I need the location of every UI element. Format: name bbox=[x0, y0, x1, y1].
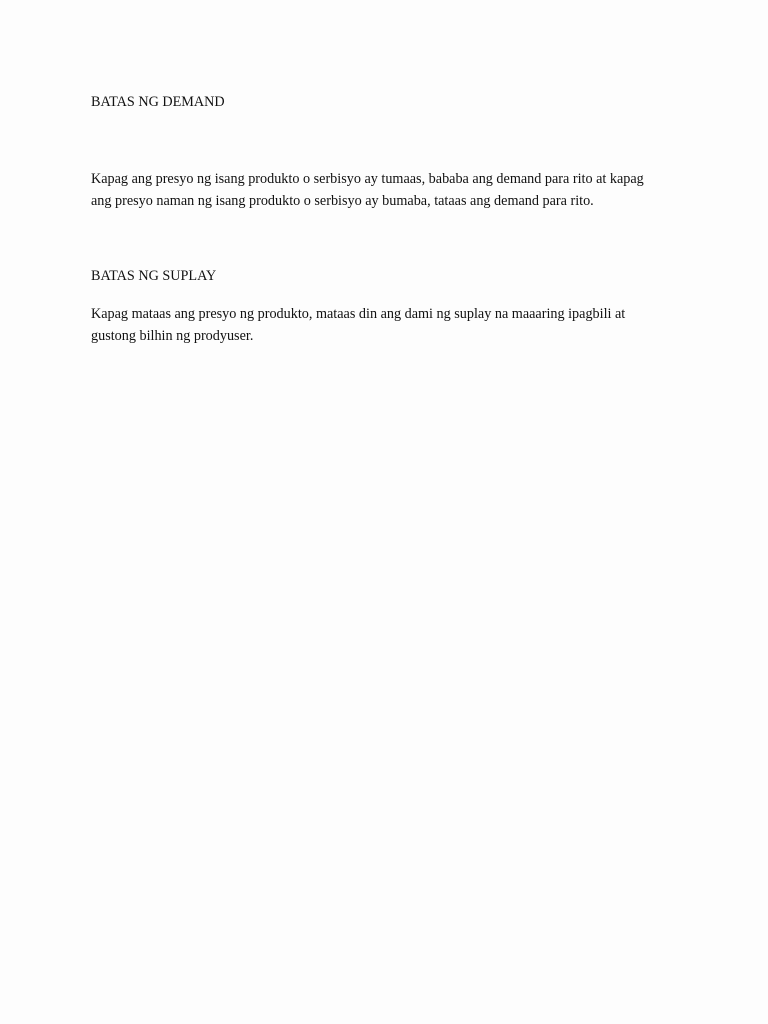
paragraph-line: gustong bilhin ng prodyuser. bbox=[91, 328, 254, 344]
paragraph-line: Kapag mataas ang presyo ng produkto, mataas din ang dami ng suplay na maaaring ipagbili at bbox=[91, 306, 626, 322]
paragraph-line: Kapag ang presyo ng isang produkto o serbisyo ay tumaas, bababa ang demand para rito at kapag bbox=[91, 171, 644, 187]
heading-batas-ng-demand: BATAS NG DEMAND bbox=[91, 94, 225, 110]
heading-batas-ng-suplay: BATAS NG SUPLAY bbox=[91, 268, 217, 284]
paragraph-line: ang presyo naman ng isang produkto o serbisyo ay bumaba, tataas ang demand para rito. bbox=[91, 193, 594, 209]
paragraph-supply bbox=[91, 303, 691, 347]
paragraph-demand bbox=[91, 168, 691, 212]
